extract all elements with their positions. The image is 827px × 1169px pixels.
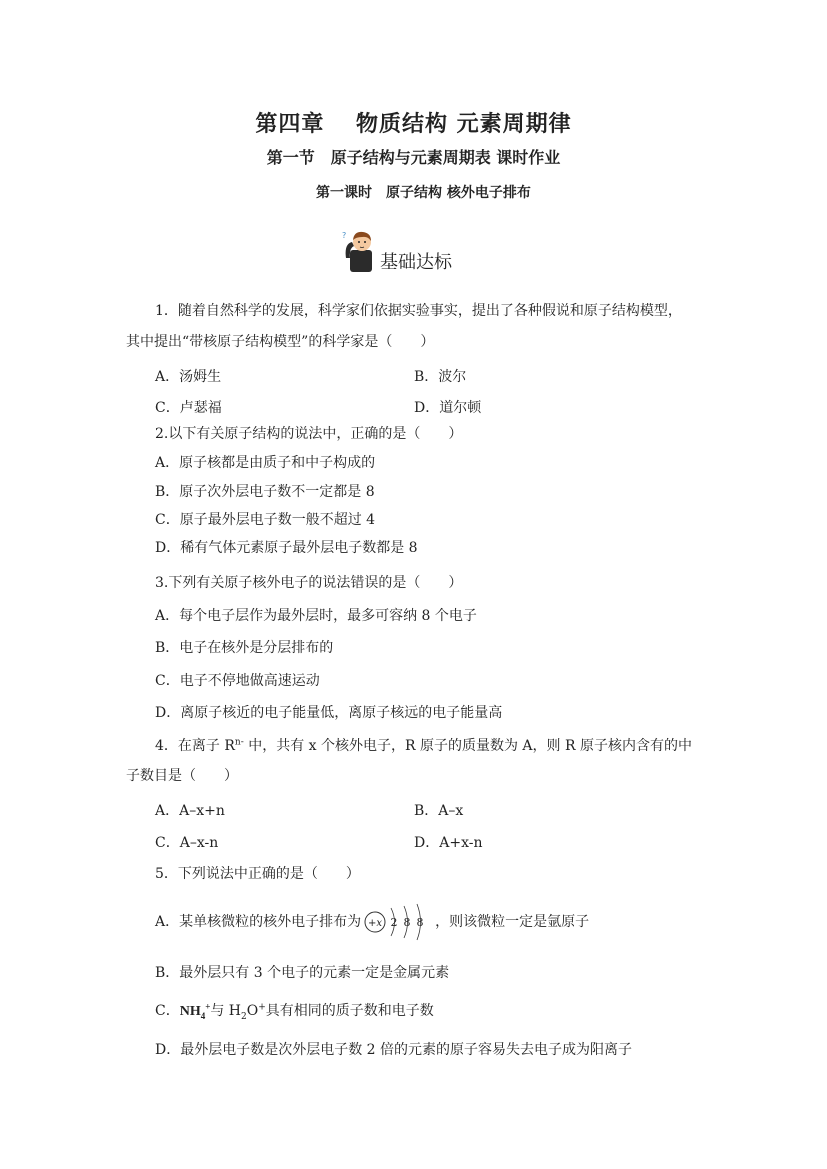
atom-shell-1: 2 [390,916,398,929]
q4-option-d: D．A+x-n [414,835,483,851]
section-label: 基础达标 [380,252,452,273]
q3-option-d: D．离原子核近的电子能量低，离原子核远的电子能量高 [155,705,503,721]
q4-option-c: C．A–x-n [155,835,219,851]
q4-stem-line1 [155,736,692,756]
thinking-boy-icon [340,228,380,272]
q2-option-d: D．稀有气体元素原子最外层电子数都是 8 [155,540,418,556]
hydronium-o: O [246,1003,259,1019]
q1-option-d: D．道尔顿 [414,400,482,416]
q5-option-a-before: A．某单核微粒的核外电子排布为 [155,914,362,930]
lesson-title: 第一课时 原子结构 核外电子排布 [316,185,531,201]
q4-ion-charge: n- [234,737,244,748]
atom-shell-3: 8 [416,916,424,929]
atom-nucleus-label: +x [368,918,383,929]
q5-option-c-after: 具有相同的质子数和电子数 [265,1003,434,1019]
q2-option-b: B．原子次外层电子数不一定都是 8 [155,484,375,500]
chapter-title: 第四章 物质结构 元素周期律 [255,111,572,137]
q2-stem: 2.以下有关原子结构的说法中，正确的是（ ） [155,426,463,442]
q3-option-c: C．电子不停地做高速运动 [155,673,320,689]
q5-option-d: D．最外层电子数是次外层电子数 2 倍的元素的原子容易失去电子成为阳离子 [155,1042,633,1058]
q5-option-c-mid: 与 H [210,1003,242,1019]
q1-stem-line2: 其中提出“带核原子结构模型”的科学家是（ ） [126,334,435,350]
q4-option-a: A．A–x+n [155,803,225,819]
q4-option-b: B．A–x [414,803,464,819]
q1-option-a: A．汤姆生 [155,369,222,385]
q3-option-b: B．电子在核外是分层排布的 [155,640,334,656]
q5-option-a [155,894,589,950]
ammonium-formula: NH [179,1004,201,1019]
q3-stem: 3.下列有关原子核外电子的说法错误的是（ ） [155,575,463,591]
q5-stem: 5．下列说法中正确的是（ ） [155,866,360,882]
q5-option-c-prefix: C． [155,1003,180,1019]
hydronium-charge: + [258,1002,266,1013]
q2-option-a: A．原子核都是由质子和中子构成的 [155,455,376,471]
q2-option-c: C．原子最外层电子数一般不超过 4 [155,512,376,528]
atom-structure-diagram [363,900,433,944]
q4-stem-b: 中，共有 x 个核外电子，R 原子的质量数为 A，则 R 原子核内含有的中 [243,738,692,754]
q1-option-c: C．卢瑟福 [155,400,222,416]
atom-shell-2: 8 [403,916,411,929]
q5-option-b: B．最外层只有 3 个电子的元素一定是金属元素 [155,965,450,981]
hydronium-subscript: 2 [241,1011,247,1022]
ammonium-subscript: 4 [200,1010,206,1021]
svg-text:?: ? [342,231,347,240]
q5-option-c [155,1001,434,1022]
q3-option-a: A．每个电子层作为最外层时，最多可容纳 8 个电子 [155,608,477,624]
ammonium-charge: + [205,1001,211,1012]
q1-stem-line1: 1．随着自然科学的发展，科学家们依据实验事实，提出了各种假说和原子结构模型， [155,303,682,319]
section-title: 第一节 原子结构与元素周期表 课时作业 [266,148,561,167]
q4-stem-line2: 子数目是（ ） [126,768,238,784]
q1-option-b: B．波尔 [414,369,467,385]
q5-option-a-after: ，则该微粒一定是氩原子 [435,914,590,930]
q4-stem-a: 4．在离子 R [155,738,235,754]
